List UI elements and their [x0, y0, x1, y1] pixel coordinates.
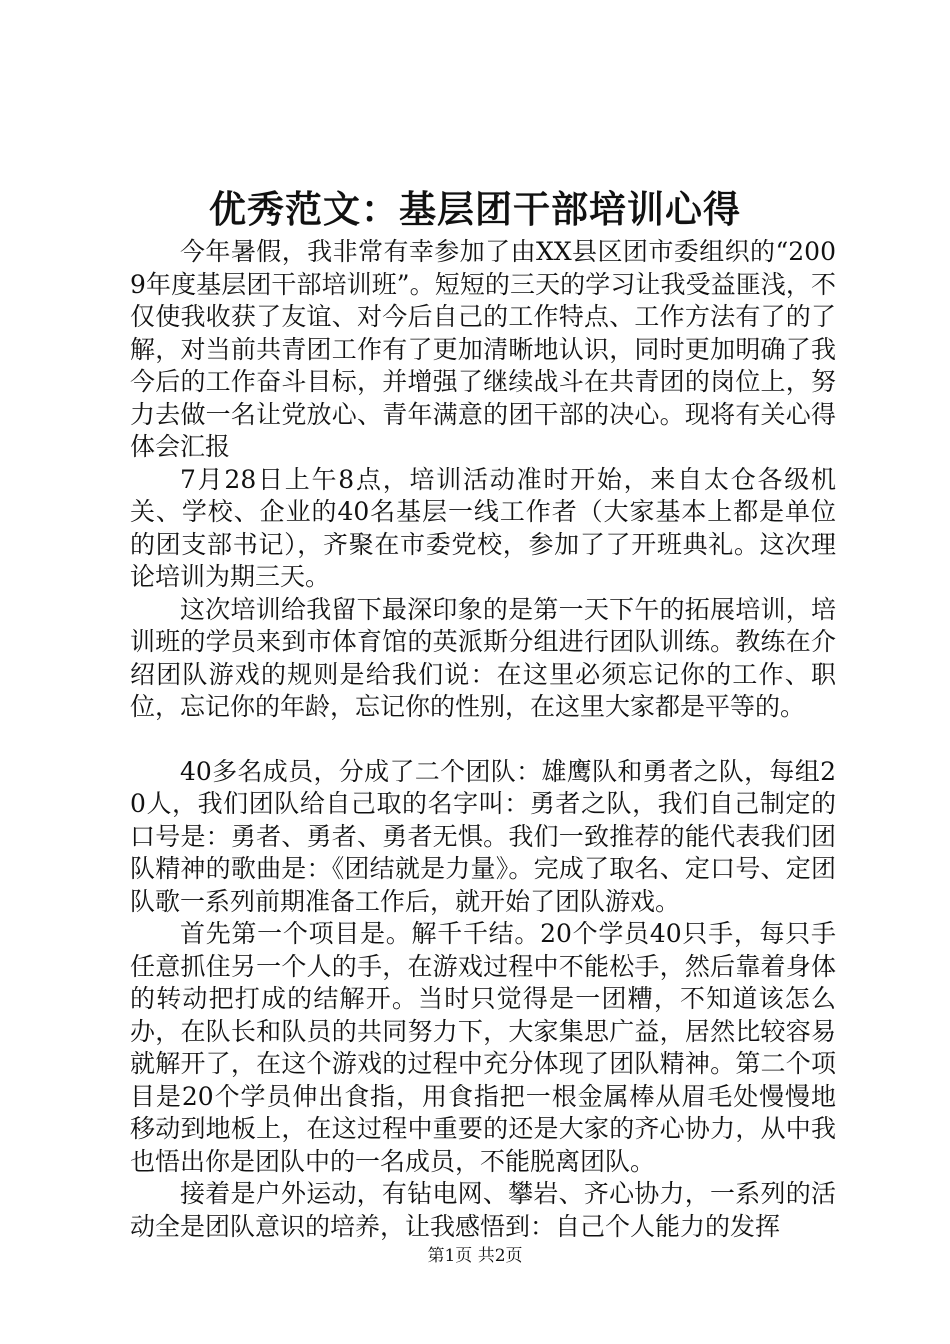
paragraph-4: 40多名成员，分成了二个团队：雄鹰队和勇者之队，每组20人，我们团队给自己取的名字叫：勇者之队，我们自己制定的口号是：勇者、勇者、勇者无惧。我们一致推荐的能代表我们团队精神的歌曲是：《团结就是力量》。完成了取名、定口号、定团队歌一系列前期准备工作后，就开始了团队游戏。 [130, 756, 836, 916]
paragraph-3: 这次培训给我留下最深印象的是第一天下午的拓展培训，培训班的学员来到市体育馆的英派斯分组进行团队训练。教练在介绍团队游戏的规则是给我们说：在这里必须忘记你的工作、职位，忘记你的年龄，忘记你的性别，在这里大家都是平等的。 [130, 594, 836, 721]
paragraph-1: 今年暑假，我非常有幸参加了由XX县区团市委组织的“2009年度基层团干部培训班”。短短的三天的学习让我受益匪浅，不仅使我收获了友谊、对今后自己的工作特点、工作方法有了的了解，对当前共青团工作有了更加清晰地认识，同时更加明确了我今后的工作奋斗目标，并增强了继续战斗在共青团的岗位上，努力去做一名让党放心、青年满意的团干部的决心。现将有关心得体会汇报 [130, 237, 836, 461]
paragraph-6: 接着是户外运动，有钻电网、攀岩、齐心协力，一系列的活动全是团队意识的培养，让我感悟到：自己个人能力的发挥 [130, 1179, 836, 1241]
page-footer: 第1页 共2页 [427, 1246, 523, 1266]
paragraph-5: 首先第一个项目是。解千千结。20个学员40只手，每只手任意抓住另一个人的手，在游戏过程中不能松手，然后靠着身体的转动把打成的结解开。当时只觉得是一团糟，不知道该怎么办，在队长和队员的共同努力下，大家集思广益，居然比较容易就解开了，在这个游戏的过程中充分体现了团队精神。第二个项目是20个学员伸出食指，用食指把一根金属棒从眉毛处慢慢地移动到地板上，在这过程中重要的还是大家的齐心协力，从中我也悟出你是团队中的一名成员，不能脱离团队。 [130, 919, 836, 1176]
document-body [130, 236, 836, 1243]
document-title: 优秀范文：基层团干部培训心得 [209, 187, 741, 231]
paragraph-2: 7月28日上午8点，培训活动准时开始，来自太仓各级机关、学校、企业的40名基层一线工作者（大家基本上都是单位的团支部书记），齐聚在市委党校，参加了了开班典礼。这次理论培训为期三天。 [130, 464, 836, 591]
